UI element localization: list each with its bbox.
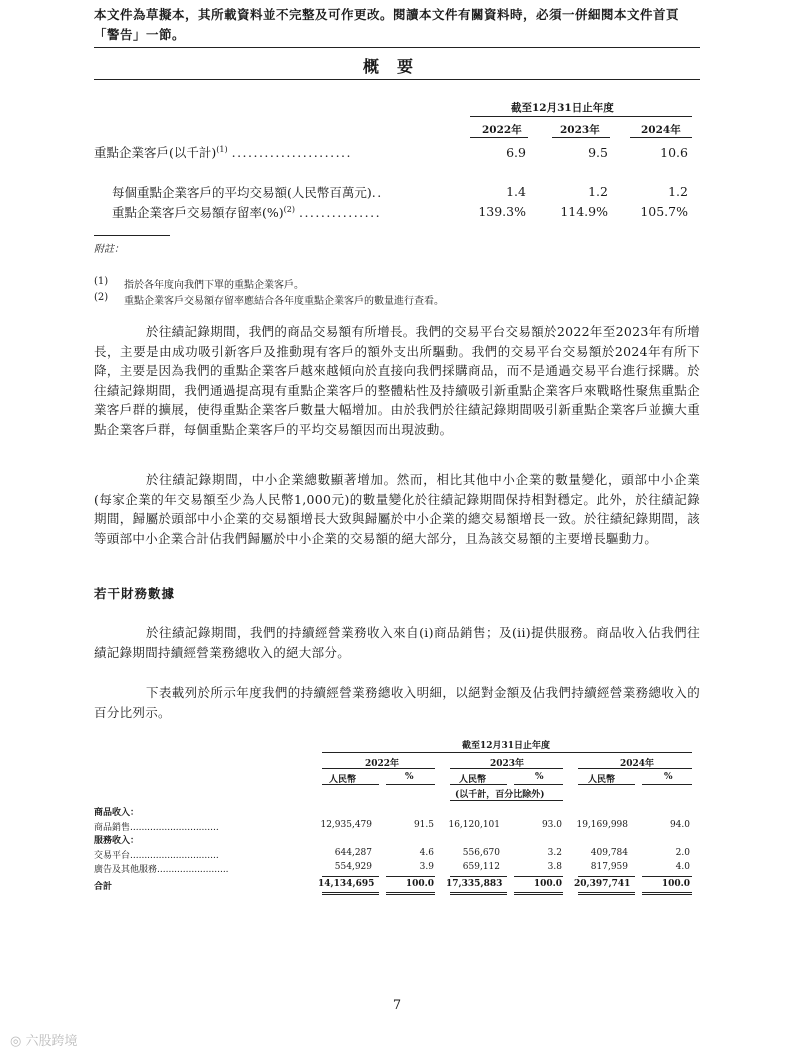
revenue-value: 659,112 (462, 862, 500, 872)
revenue-group-label: 商品收入： (94, 808, 140, 818)
total-double-rule (322, 894, 379, 895)
revenue-pct: 3.8 (547, 862, 562, 872)
revenue-total-value: 17,335,883 (446, 879, 503, 889)
revenue-pct: 4.0 (675, 862, 690, 872)
revenue-value: 644,287 (334, 848, 372, 858)
kpi-year-rule (470, 137, 528, 138)
total-double-rule (450, 892, 507, 893)
revenue-period-header: 截至12月31日止年度 (462, 741, 551, 751)
revenue-header-rule (322, 752, 692, 753)
revenue-value: 12,935,479 (320, 820, 372, 830)
notes-rule (94, 235, 170, 236)
kpi-value: 1.2 (588, 184, 608, 199)
notes-title: 附註： (94, 244, 124, 255)
kpi-value: 114.9% (560, 204, 608, 219)
kpi-value: 1.4 (506, 184, 526, 199)
unit-note-rule (450, 800, 563, 801)
total-double-rule (642, 892, 692, 893)
kpi-value: 139.3% (478, 204, 526, 219)
watermark-logo-icon: ◎ (10, 1034, 26, 1049)
revenue-year: 2023年 (490, 759, 525, 769)
col-pct: % (535, 772, 544, 782)
total-double-rule (322, 892, 379, 893)
page-number: 7 (392, 998, 402, 1013)
section-title: 概要 (362, 57, 431, 76)
revenue-year: 2024年 (620, 759, 655, 769)
note-number: (1) (94, 276, 109, 287)
col-rule (578, 784, 635, 785)
kpi-row-label: 每個重點企業客戶的平均交易額(人民幣百萬元).. (112, 185, 383, 200)
note-text: 指於各年度向我們下單的重點企業客戶。 (124, 280, 304, 291)
col-pct: % (664, 772, 673, 782)
total-double-rule (514, 894, 563, 895)
revenue-value: 16,120,101 (448, 820, 500, 830)
revenue-value: 554,929 (334, 862, 372, 872)
kpi-row-label: 重點企業客戶交易額存留率(%)$^{(2)}$ ............... (112, 204, 382, 220)
body-paragraph: 於往績記錄期間，中小企業總數顯著增加。然而，相比其他中小企業的數量變化，頭部中小企業(每家企業的年交易額至少為人民幣1,000元)的數量變化於往績記錄期間保持相對穩定。此外，於往績記錄期間，歸屬於頭部中小企業的交易額增長大致與歸屬於中小企業的總交易額增長一致。於往績紀錄期間，該等頭部中小企業合計佔我們歸屬於中小企業的交易額的絕大部分，且為該交易額的主要增長驅動力。 (94, 472, 700, 546)
revenue-value: 409,784 (590, 848, 628, 858)
revenue-value: 817,959 (590, 862, 628, 872)
kpi-value: 9.5 (588, 145, 608, 160)
total-double-rule (386, 892, 435, 893)
col-rmb: 人民幣 (459, 775, 487, 785)
revenue-row-label: 廣告及其他服務......................... (94, 865, 229, 875)
subtotal-rule (322, 876, 379, 877)
revenue-pct: 2.0 (675, 848, 690, 858)
revenue-total-value: 14,134,695 (318, 879, 375, 889)
col-rmb: 人民幣 (588, 775, 616, 785)
revenue-pct: 94.0 (669, 820, 690, 830)
kpi-year-2023: 2023年 (560, 124, 600, 136)
kpi-year-rule (630, 137, 692, 138)
total-double-rule (578, 894, 635, 895)
total-double-rule (642, 894, 692, 895)
revenue-year-rule (322, 768, 435, 769)
top-rule (94, 47, 700, 48)
kpi-period-header: 截至12月31日止年度 (511, 102, 614, 114)
subtotal-rule (386, 876, 435, 877)
revenue-pct: 3.2 (547, 848, 562, 858)
subtotal-rule (450, 876, 507, 877)
note-text: 重點企業客戶交易額存留率應結合各年度重點企業客戶的數量進行查看。 (124, 296, 444, 307)
subtotal-rule (578, 876, 635, 877)
revenue-total-pct: 100.0 (533, 879, 562, 889)
body-paragraph: 下表載列於所示年度我們的持續經營業務總收入明細，以絕對金額及佔我們持續經營業務總收入的百分比列示。 (94, 685, 700, 720)
kpi-value: 6.9 (506, 145, 526, 160)
revenue-total-label: 合計 (94, 882, 113, 892)
revenue-value: 19,169,998 (576, 820, 628, 830)
revenue-year-rule (578, 768, 692, 769)
col-rmb: 人民幣 (329, 775, 357, 785)
kpi-year-2024: 2024年 (641, 124, 681, 136)
col-pct: % (405, 772, 414, 782)
revenue-row-label: 商品銷售............................... (94, 823, 219, 833)
body-paragraph: 於往績記錄期間，我們的持續經營業務收入來自(i)商品銷售；及(ii)提供服務。商品收入佔我們往績記錄期間持續經營業務總收入的絕大部分。 (94, 625, 700, 660)
total-double-rule (450, 894, 507, 895)
revenue-total-pct: 100.0 (405, 879, 434, 889)
note-number: (2) (94, 292, 109, 303)
col-rule (514, 784, 563, 785)
revenue-year: 2022年 (365, 759, 400, 769)
draft-warning: 本文件為草擬本，其所載資料並不完整及可作更改。閱讀本文件有關資料時，必須一併細閱本文件首頁「警告」一節。 (94, 7, 680, 42)
subtotal-rule (642, 876, 692, 877)
col-rule (322, 784, 379, 785)
subheading: 若干財務數據 (94, 586, 176, 601)
kpi-value: 105.7% (640, 204, 688, 219)
kpi-value: 1.2 (668, 184, 688, 199)
col-rule (642, 784, 692, 785)
revenue-pct: 93.0 (541, 820, 562, 830)
body-paragraph: 於往績記錄期間，我們的商品交易額有所增長。我們的交易平台交易額於2022年至2023年有所增長，主要是由成功吸引新客戶及推動現有客戶的額外支出所驅動。我們的交易平台交易額於2024年有所下降，主要是因為我們的重點企業客戶越來越傾向於直接向我們採購商品，而不是通過交易平台進行採購。於往績記錄期間，我們通過提高現有重點企業客戶的整體粘性及持續吸引新重點企業客戶來戰略性聚焦重點企業客戶群的擴展，使得重點企業客戶數量大幅增加。由於我們於往績記錄期間吸引新重點企業客戶並擴大重點企業客戶群，每個重點企業客戶的平均交易額因而出現波動。 (94, 324, 700, 437)
revenue-pct: 3.9 (419, 862, 434, 872)
revenue-row-label: 交易平台............................... (94, 851, 219, 861)
unit-note: (以千計，百分比除外) (455, 790, 545, 800)
revenue-total-value: 20,397,741 (574, 879, 631, 889)
watermark: ◎ 六股跨境 (10, 1034, 78, 1049)
kpi-value: 10.6 (660, 145, 688, 160)
kpi-year-rule (552, 137, 610, 138)
revenue-year-rule (450, 768, 563, 769)
subtotal-rule (514, 876, 563, 877)
col-rule (450, 784, 507, 785)
revenue-pct: 4.6 (419, 848, 434, 858)
revenue-pct: 91.5 (413, 820, 434, 830)
kpi-header-rule (470, 116, 692, 117)
kpi-row-label: 重點企業客戶(以千計)$^{(1)}$ ...................... (94, 144, 353, 160)
title-rule (94, 79, 700, 80)
revenue-total-pct: 100.0 (661, 879, 690, 889)
total-double-rule (514, 892, 563, 893)
revenue-value: 556,670 (462, 848, 500, 858)
total-double-rule (386, 894, 435, 895)
total-double-rule (578, 892, 635, 893)
kpi-year-2022: 2022年 (482, 124, 522, 136)
revenue-group-label: 服務收入： (94, 836, 140, 846)
col-rule (386, 784, 435, 785)
